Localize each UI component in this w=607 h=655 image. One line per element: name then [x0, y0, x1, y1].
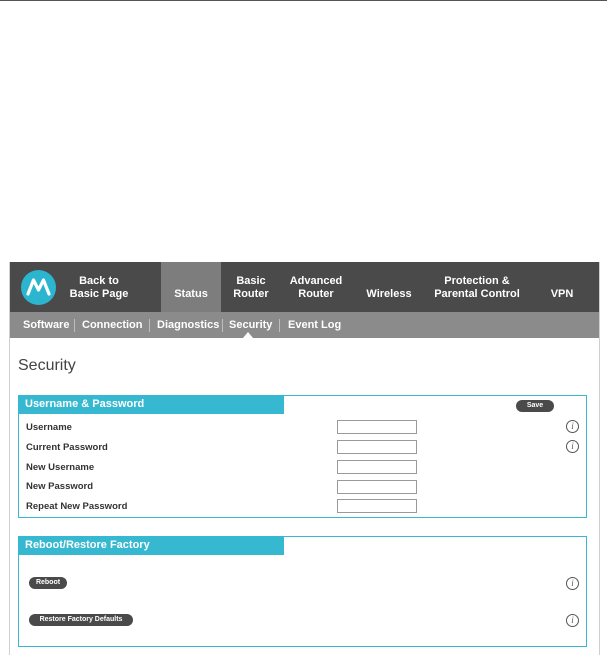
top-divider-line: [0, 0, 607, 1]
nav-tab-basic-router[interactable]: Basic Router: [233, 275, 269, 300]
save-button[interactable]: Save: [516, 400, 554, 412]
reboot-info-icon[interactable]: i: [566, 577, 579, 590]
nav-tab-status[interactable]: Status: [161, 262, 221, 312]
nav-tab-advanced-router[interactable]: Advanced Router: [289, 275, 343, 300]
current-password-info-icon[interactable]: i: [566, 440, 579, 453]
username-password-header: [18, 395, 284, 414]
username-password-panel: [18, 395, 587, 518]
repeat-new-password-input[interactable]: [337, 499, 417, 513]
reboot-restore-header-label: Reboot/Restore Factory: [25, 539, 150, 551]
new-password-input[interactable]: [337, 480, 417, 494]
subnav-connection[interactable]: Connection: [82, 319, 143, 331]
subnav-diagnostics[interactable]: Diagnostics: [157, 319, 220, 331]
nav-tab-wireless[interactable]: Wireless: [366, 288, 412, 300]
reboot-restore-header: [18, 536, 284, 555]
subnav-event-log[interactable]: Event Log: [288, 319, 342, 331]
subnav-divider: [279, 319, 280, 332]
username-info-icon[interactable]: i: [566, 420, 579, 433]
new-username-input[interactable]: [337, 460, 417, 474]
nav-back-to-basic-page[interactable]: Back to Basic Page: [69, 275, 129, 300]
subnav-divider: [222, 319, 223, 332]
new-username-label: New Username: [26, 462, 95, 473]
reboot-restore-panel: [18, 536, 587, 647]
motorola-logo-icon: [21, 270, 56, 305]
restore-factory-defaults-info-icon[interactable]: i: [566, 614, 579, 627]
reboot-button[interactable]: Reboot: [29, 577, 67, 589]
repeat-new-password-label: Repeat New Password: [26, 501, 128, 512]
router-admin-frame: [9, 262, 600, 655]
restore-factory-defaults-button[interactable]: Restore Factory Defaults: [29, 614, 133, 626]
nav-tab-vpn[interactable]: VPN: [550, 288, 574, 300]
current-password-input[interactable]: [337, 440, 417, 454]
subnav-security[interactable]: Security: [229, 319, 273, 331]
username-password-header-label: Username & Password: [25, 398, 145, 410]
username-label: Username: [26, 422, 72, 433]
username-input[interactable]: [337, 420, 417, 434]
subnav-divider: [149, 319, 150, 332]
current-password-label: Current Password: [26, 442, 108, 453]
subnav-software[interactable]: Software: [23, 319, 70, 331]
sub-nav-bar: [10, 312, 599, 338]
page-title: Security: [18, 357, 76, 374]
active-subnav-caret-icon: [243, 332, 253, 338]
new-password-label: New Password: [26, 481, 94, 492]
main-nav-bar: [10, 262, 599, 312]
subnav-divider: [74, 319, 75, 332]
nav-tab-protection-parental-control[interactable]: Protection & Parental Control: [434, 275, 520, 300]
